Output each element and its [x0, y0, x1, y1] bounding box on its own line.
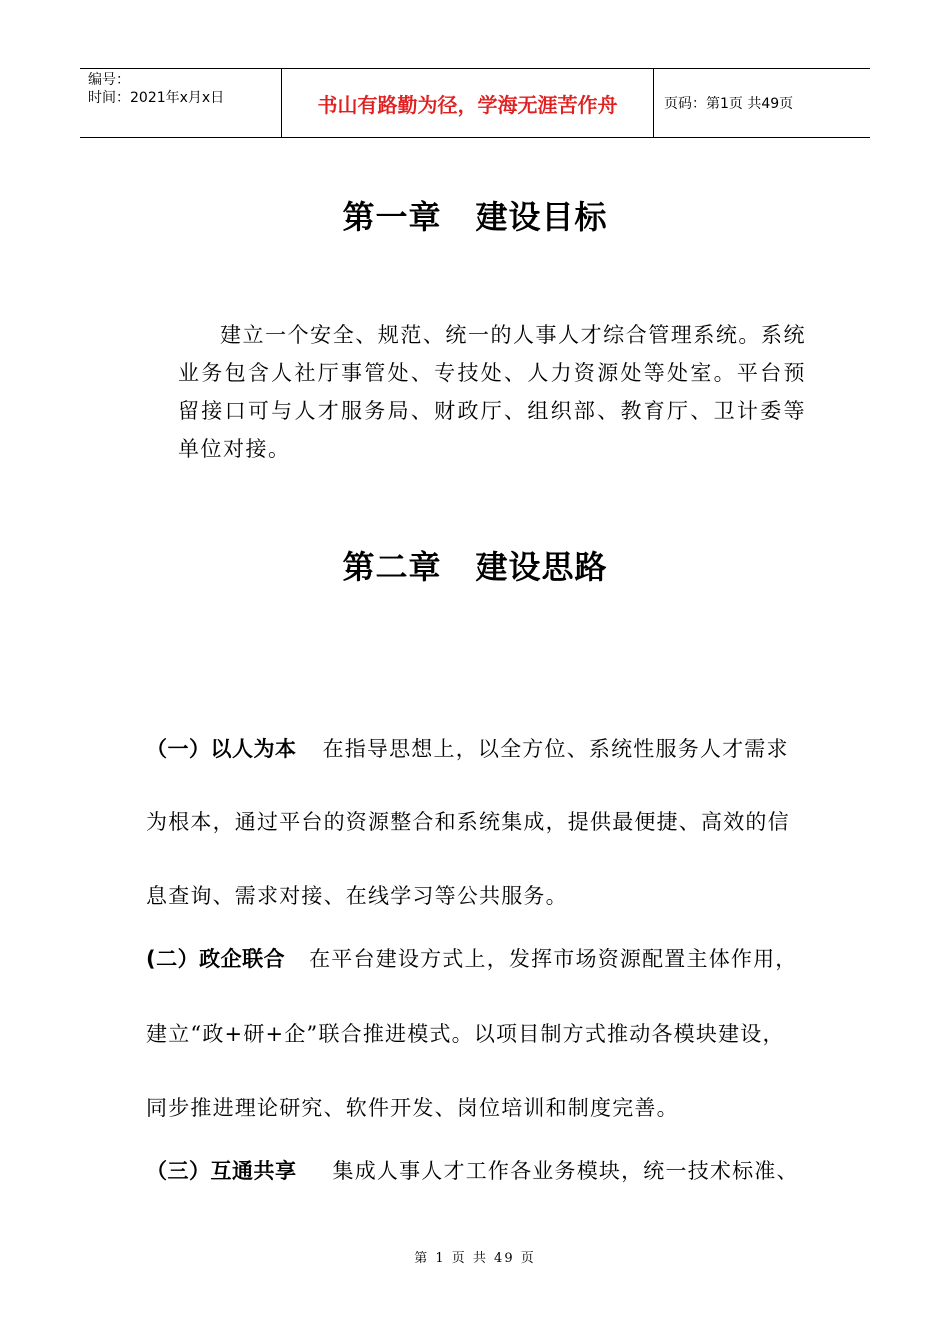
chapter-1-paragraph: 建立一个安全、规范、统一的人事人才综合管理系统。系统业务包含人社厅事管处、专技处、人力资源处等处室。平台预留接口可与人才服务局、财政厅、组织部、教育厅、卫计委等单位对接。 [178, 323, 806, 461]
document-number-label: 编号： [88, 72, 130, 88]
chapter-1-title [0, 192, 950, 238]
item-1-line-2: 为根本，通过平台的资源整合和系统集成，提供最便捷、高效的信 [146, 810, 790, 834]
item-2-line-3: 同步推进理论研究、软件开发、岗位培训和制度完善。 [146, 1096, 679, 1120]
chapter-1-heading: 建设目标 [475, 198, 608, 236]
header-motto: 书山有路勤为径，学海无涯苦作舟 [282, 69, 654, 137]
item-2-line-1 [146, 943, 806, 973]
item-1-heading: （一）以人为本 [146, 737, 297, 761]
chapter-2-heading: 建设思路 [475, 548, 608, 586]
item-3-heading: （三）互通共享 [146, 1159, 297, 1183]
item-1-text-1: 在指导思想上，以全方位、系统性服务人才需求 [322, 737, 789, 761]
chapter-1-number: 第一章 [342, 198, 442, 236]
chapter-2-title [0, 542, 950, 588]
item-3-text-1: 集成人事人才工作各业务模块，统一技术标准、 [332, 1159, 799, 1183]
item-2-heading: (二）政企联合 [146, 947, 286, 971]
header-page-info: 页码：第1页 共49页 [664, 96, 794, 112]
item-2-text-1: 在平台建设方式上，发挥市场资源配置主体作用， [309, 947, 798, 971]
header-meta [80, 69, 282, 137]
item-2-line-2: 建立“政+研+企”联合推进模式。以项目制方式推动各模块建设， [146, 1022, 785, 1046]
chapter-2-number: 第二章 [342, 548, 442, 586]
item-1-line-1 [146, 733, 806, 763]
item-1-line-3: 息查询、需求对接、在线学习等公共服务。 [146, 884, 568, 908]
document-time-label: 时间：2021年x月x日 [88, 90, 225, 106]
page-footer: 第 1 页 共 49 页 [414, 1251, 536, 1266]
item-3-line-1 [146, 1155, 806, 1185]
page-header [80, 68, 870, 138]
